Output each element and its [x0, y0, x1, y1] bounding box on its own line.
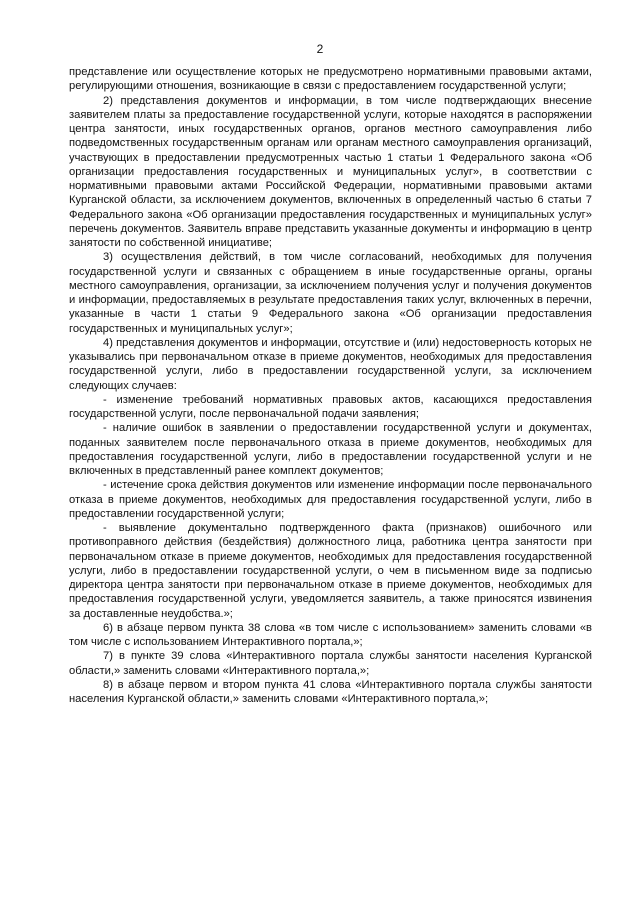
paragraph-continuation: представление или осуществление которых не предусмотрено нормативными правовыми актами, регулирующими отношения, возникающие в связи с предоставлением государственной услуги;: [69, 66, 592, 93]
paragraph-item-3: 3) осуществления действий, в том числе согласований, необходимых для получения государственной услуги и связанных с обращением в иные государственные органы, органы местного самоуправления, организации, за исключением получения услуг и получения документов и информации, предоставляемых в результате предоставления таких услуг, включенных в перечни, указанные в части 1 статьи 9 Федерального закона «Об организации предоставления государственных и муниципальных услуг»;: [69, 251, 592, 335]
page-number: 2: [316, 42, 324, 56]
paragraph-item-2: 2) представления документов и информации, в том числе подтверждающих внесение заявителем платы за предоставление государственной услуги, которые находятся в распоряжении центра занятости, иных государственных органов, органов местного самоуправления либо подведомственных государственным органам или органам местного самоуправления организаций, участвующих в предоставлении предусмотренных частью 1 статьи 1 Федерального закона «Об организации предоставления государственных и муниципальных услуг», в соответствии с нормативными правовыми актами Российской Федерации, нормативными правовыми актами Курганской области, за исключением документов, включенных в определенный частью 6 статьи 7 Федерального закона «Об организации предоставления государственных и муниципальных услуг» перечень документов. Заявитель вправе представить указанные документы и информацию в центр занятости по собственной инициативе;: [69, 94, 592, 249]
exception-item-2: - наличие ошибок в заявлении о предоставлении государственной услуги и документах, поданных заявителем после первоначального отказа в приеме документов, необходимых для предоставления государственной услуги, либо в предоставлении государственной услуги и не включенных в представленный ранее комплект документов;: [69, 422, 592, 477]
exception-item-3: - истечение срока действия документов или изменение информации после первоначального отказа в приеме документов, необходимых для предоставления государственной услуги, либо в предоставлении государственной услуги;: [69, 479, 592, 520]
paragraph-item-8: 8) в абзаце первом и втором пункта 41 слова «Интерактивного портала службы занятости населения Курганской области,» заменить словами «Интерактивного портала,»;: [69, 678, 592, 705]
document-body: [69, 65, 592, 706]
paragraph-item-4: 4) представления документов и информации, отсутствие и (или) недостоверность которых не указывались при первоначальном отказе в приеме документов, необходимых для предоставления государственной услуги, либо в предоставлении государственной услуги, за исключением следующих случаев:: [69, 336, 592, 392]
exception-item-1: - изменение требований нормативных правовых актов, касающихся предоставления государственной услуги, после первоначальной подачи заявления;: [69, 393, 592, 420]
paragraph-item-6: 6) в абзаце первом пункта 38 слова «в том числе с использованием» заменить словами «в том числе с использованием Интерактивного портала,»;: [69, 621, 592, 648]
paragraph-item-7: 7) в пункте 39 слова «Интерактивного портала службы занятости населения Курганской области,» заменить словами «Интерактивного портала,»;: [69, 650, 592, 677]
exception-item-4: - выявление документально подтвержденного факта (признаков) ошибочного или противоправного действия (бездействия) должностного лица, работника центра занятости при первоначальном отказе в приеме документов, необходимых для предоставления государственной услуги, либо в предоставлении государственной услуги, о чем в письменном виде за подписью директора центра занятости при первоначальном отказе в приеме документов, необходимых для предоставления государственной услуги, уведомляется заявитель, а также приносятся извинения за доставленные неудобства.»;: [69, 522, 592, 620]
